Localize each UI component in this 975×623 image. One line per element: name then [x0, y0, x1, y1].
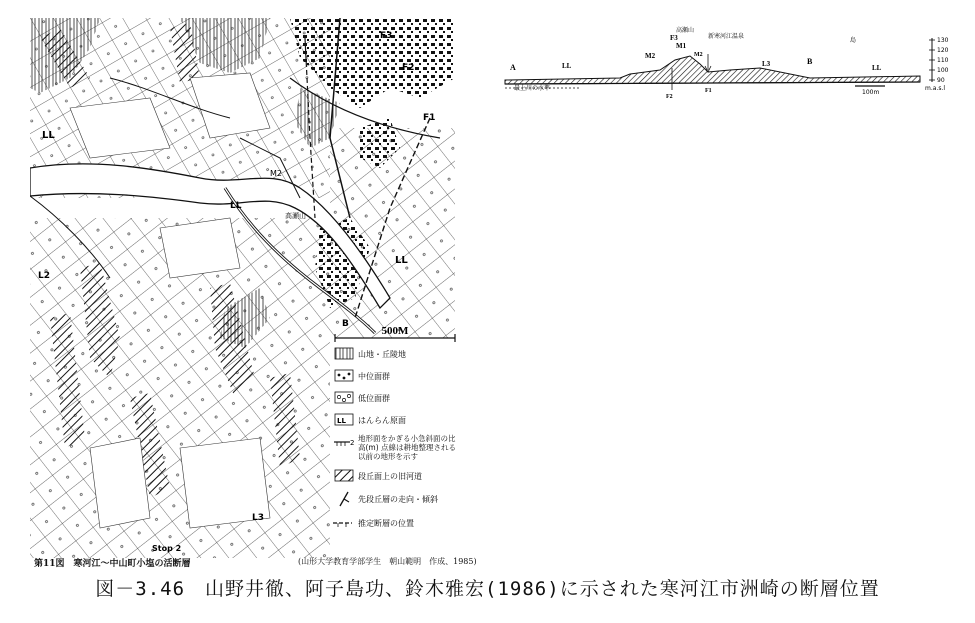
figure-label: 第11図 寒河江～中山町小塩の活断層 [34, 559, 191, 569]
section-label-f3: F3 [670, 34, 678, 42]
section-scale: 100m [862, 89, 880, 96]
elevation-tick: 110 [937, 57, 949, 64]
elevation-tick: 90 [937, 77, 945, 84]
map-label-ll: LL [395, 255, 408, 266]
section-label-m2: M2 [645, 52, 656, 60]
section-label-river: 最上川の水準 [514, 85, 551, 92]
legend-item-label: 地形面をかぎる小急斜面の比高(m) 点線は耕地整理される以前の地形を示す [358, 434, 457, 461]
elevation-tick: 130 [937, 37, 949, 44]
section-label-b: B [807, 57, 813, 66]
map-label-m2: M2 [270, 169, 282, 178]
legend-item [335, 470, 422, 481]
cross-section [500, 18, 970, 118]
elevation-tick: 120 [937, 47, 949, 54]
map-label-f1: F1 [423, 113, 436, 123]
svg-text:LL: LL [337, 417, 346, 425]
old-channel-icon [335, 470, 353, 481]
map-label-ll: LL [230, 201, 242, 211]
legend-item-label: 低位面群 [358, 394, 390, 403]
map-label-l2: L2 [38, 271, 50, 281]
map-label-f3: F3 [380, 31, 393, 41]
legend-item [335, 348, 406, 359]
map-label-ll: LL [42, 130, 55, 141]
legend-item [335, 414, 406, 425]
legend-item [335, 392, 390, 403]
section-label-mountain: 高瀬山 [676, 27, 695, 34]
elevation-tick: 100 [937, 67, 949, 74]
map-label-l3: L3 [252, 513, 264, 523]
section-label-m2: M2 [694, 52, 703, 58]
scarp-height-number: 2 [350, 439, 355, 447]
section-label-ll: LL [562, 62, 572, 70]
map-label-stop: Stop 2 [152, 544, 182, 553]
map-label-f2: F2 [402, 63, 415, 73]
legend-item-label: 推定断層の位置 [358, 519, 414, 528]
geologic-map [30, 18, 460, 558]
map-label-b: B [342, 319, 349, 329]
section-label-a: A [510, 63, 516, 72]
legend-item-label: 中位面群 [358, 372, 390, 381]
legend-item-label: 先段丘層の走向・傾斜 [358, 495, 438, 504]
section-label-m1: M1 [676, 42, 687, 50]
section-masl: m.a.s.l [925, 85, 946, 92]
section-label-l3: L3 [762, 60, 771, 68]
figure-credit: (山形大学教育学部学生 朝山範明 作成、1985) [298, 557, 477, 566]
legend-item [335, 370, 390, 381]
elevation-ticks [937, 37, 949, 84]
section-label-station: 新寒河江温泉 [708, 33, 745, 40]
section-label-ll: LL [872, 64, 882, 72]
map-scale-label: 500M [381, 325, 409, 337]
legend-item-label: 段丘面上の旧河道 [358, 472, 422, 481]
section-label-f2: F2 [666, 94, 673, 100]
section-label-f1: F1 [705, 88, 712, 94]
map-label-mountain: 高瀬山 [285, 212, 306, 220]
section-label-island: 島 [850, 37, 857, 44]
legend-item-label: はんらん原面 [358, 416, 406, 425]
legend-item-label: 山地・丘陵地 [358, 350, 406, 359]
figure-caption: 図－3.46 山野井徹、阿子島功、鈴木雅宏(1986)に示された寒河江市洲崎の断層位置 [95, 578, 880, 600]
hill-hatch-icon [335, 348, 353, 359]
